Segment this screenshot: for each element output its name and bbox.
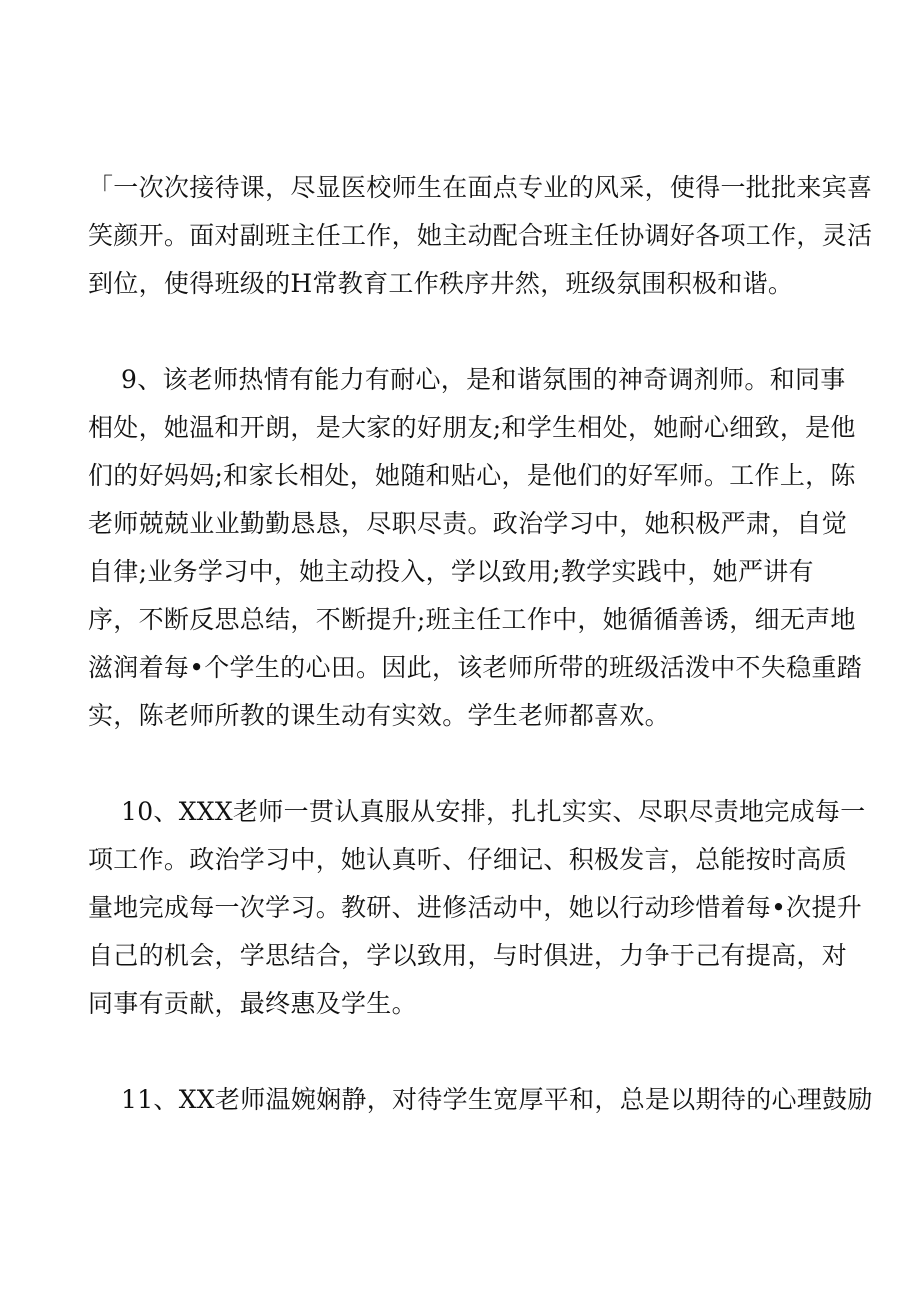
text-line: 笑颜开。面对副班主任工作，她主动配合班主任协调好各项工作，灵活 [88, 221, 873, 250]
text-line: 实，陈老师所教的课生动有实效。学生老师都喜欢。 [88, 701, 670, 730]
text-line: 量地完成每一次学习。教研、进修活动中，她以行动珍惜着每•次提升 [88, 893, 863, 922]
paragraph-item-11 [88, 1076, 873, 1124]
text-line: 11、XX老师温婉娴静，对待学生宽厚平和，总是以期待的心理鼓励 [88, 1085, 873, 1114]
paragraph-continuation [88, 164, 873, 308]
text-line: 项工作。政治学习中，她认真听、仔细记、积极发言，总能按时高质 [88, 845, 848, 874]
text-line: 9、该老师热情有能力有耐心，是和谐氛围的神奇调剂师。和同事 [88, 365, 846, 394]
text-line: 老师兢兢业业勤勤恳恳，尽职尽责。政治学习中，她积极严肃，自觉 [88, 509, 848, 538]
text-line: 相处，她温和开朗，是大家的好朋友;和学生相处，她耐心细致，是他 [88, 413, 856, 442]
text-line: 滋润着每•个学生的心田。因此，该老师所带的班级活泼中不失稳重踏 [88, 653, 863, 682]
text-line: 10、XXX老师一贯认真服从安排，扎扎实实、尽职尽责地完成每一 [88, 797, 866, 826]
text-line: 序，不断反思总结，不断提升;班主任工作中，她循循善诱，细无声地 [88, 605, 856, 634]
text-line: 到位，使得班级的H常教育工作秩序井然，班级氛围积极和谐。 [88, 269, 794, 298]
text-line: 自律;业务学习中，她主动投入，学以致用;教学实践中，她严讲有 [88, 557, 814, 586]
paragraph-item-9 [88, 356, 863, 740]
text-line: 同事有贡献，最终惠及学生。 [88, 989, 417, 1018]
text-line: 们的好妈妈;和家长相处，她随和贴心，是他们的好军师。工作上，陈 [88, 461, 856, 490]
text-line: 自己的机会，学思结合，学以致用，与时俱进，力争于己有提高，对 [88, 941, 848, 970]
text-line: 「一次次接待课，尽显医校师生在面点专业的风采，使得一批批来宾喜 [88, 173, 873, 202]
paragraph-item-10 [88, 788, 866, 1028]
